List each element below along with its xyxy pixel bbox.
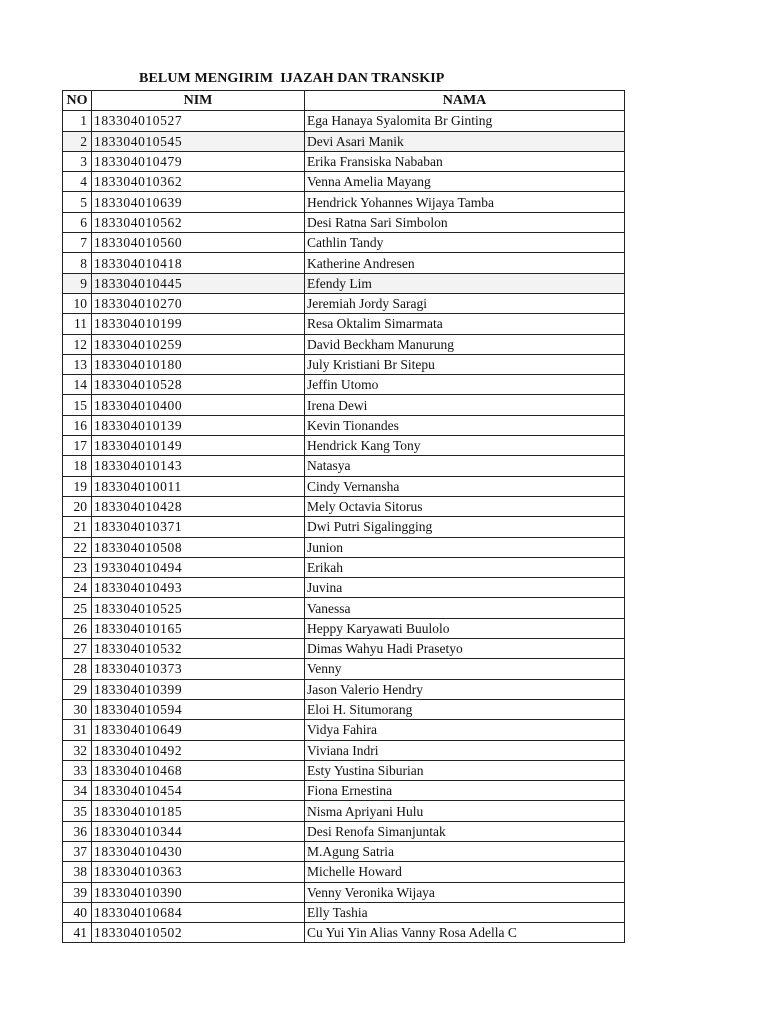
row-nama: Erikah [305,557,625,577]
row-number: 41 [63,923,92,943]
row-number: 1 [63,111,92,131]
table-row [63,273,625,293]
table-header-row [63,91,625,111]
table-row [63,111,625,131]
row-nim: 183304010259 [92,334,305,354]
row-number: 8 [63,253,92,273]
document-title: BELUM MENGIRIM IJAZAH DAN TRANSKIP [139,71,445,86]
row-nama: Dwi Putri Sigalingging [305,517,625,537]
table-row [63,720,625,740]
row-nim: 183304010373 [92,659,305,679]
row-number: 10 [63,293,92,313]
row-nama: Hendrick Yohannes Wijaya Tamba [305,192,625,212]
row-nim: 183304010428 [92,496,305,516]
row-nama: Junion [305,537,625,557]
row-number: 24 [63,578,92,598]
row-nim: 183304010362 [92,172,305,192]
table-row [63,496,625,516]
row-nim: 183304010560 [92,233,305,253]
row-nim: 183304010492 [92,740,305,760]
row-number: 27 [63,639,92,659]
table-row [63,334,625,354]
row-number: 15 [63,395,92,415]
row-number: 5 [63,192,92,212]
row-nama: Jeffin Utomo [305,375,625,395]
row-number: 38 [63,862,92,882]
row-nim: 183304010270 [92,293,305,313]
row-nim: 183304010399 [92,679,305,699]
row-nama: Venna Amelia Mayang [305,172,625,192]
row-nama: Vanessa [305,598,625,618]
row-nim: 183304010418 [92,253,305,273]
row-nim: 183304010011 [92,476,305,496]
row-number: 30 [63,699,92,719]
table-row [63,821,625,841]
row-number: 25 [63,598,92,618]
row-nama: Desi Renofa Simanjuntak [305,821,625,841]
row-number: 26 [63,618,92,638]
column-header-no: NO [63,91,92,111]
column-header-nama: NAMA [305,91,625,111]
row-number: 23 [63,557,92,577]
row-nama: Mely Octavia Sitorus [305,496,625,516]
row-number: 13 [63,354,92,374]
row-nim: 183304010445 [92,273,305,293]
table-row [63,212,625,232]
row-nim: 183304010528 [92,375,305,395]
table-row [63,537,625,557]
row-nim: 183304010139 [92,415,305,435]
row-number: 22 [63,537,92,557]
row-nim: 183304010390 [92,882,305,902]
table-row [63,172,625,192]
row-nama: Resa Oktalim Simarmata [305,314,625,334]
row-nim: 183304010493 [92,578,305,598]
student-table [62,90,625,943]
table-row [63,882,625,902]
row-nim: 183304010649 [92,720,305,740]
row-nim: 183304010684 [92,902,305,922]
row-nama: Nisma Apriyani Hulu [305,801,625,821]
row-nama: Kevin Tionandes [305,415,625,435]
table-row [63,314,625,334]
row-number: 19 [63,476,92,496]
row-nama: Katherine Andresen [305,253,625,273]
row-nim: 183304010430 [92,841,305,861]
table-row [63,618,625,638]
row-number: 40 [63,902,92,922]
table-row [63,253,625,273]
table-row [63,436,625,456]
row-nama: Esty Yustina Siburian [305,760,625,780]
table-row [63,151,625,171]
table-row [63,659,625,679]
row-nama: Elly Tashia [305,902,625,922]
row-nim: 183304010344 [92,821,305,841]
row-nama: Dimas Wahyu Hadi Prasetyo [305,639,625,659]
row-nama: Venny Veronika Wijaya [305,882,625,902]
row-number: 3 [63,151,92,171]
table-row [63,740,625,760]
row-number: 28 [63,659,92,679]
row-nama: Viviana Indri [305,740,625,760]
row-number: 18 [63,456,92,476]
row-nim: 183304010508 [92,537,305,557]
row-number: 21 [63,517,92,537]
row-nama: Jeremiah Jordy Saragi [305,293,625,313]
row-nama: Cindy Vernansha [305,476,625,496]
row-nim: 183304010525 [92,598,305,618]
row-nim: 183304010639 [92,192,305,212]
row-nama: Michelle Howard [305,862,625,882]
row-nim: 183304010502 [92,923,305,943]
table-row [63,699,625,719]
table-row [63,578,625,598]
row-nama: Eloi H. Situmorang [305,699,625,719]
row-nama: Efendy Lim [305,273,625,293]
table-row [63,131,625,151]
row-number: 32 [63,740,92,760]
row-number: 7 [63,233,92,253]
table-body [63,111,625,943]
table-row [63,862,625,882]
column-header-nim: NIM [92,91,305,111]
row-nama: Fiona Ernestina [305,781,625,801]
row-nama: Jason Valerio Hendry [305,679,625,699]
table-row [63,801,625,821]
table-row [63,354,625,374]
row-nim: 183304010594 [92,699,305,719]
table-row [63,781,625,801]
table-row [63,517,625,537]
row-nama: Cu Yui Yin Alias Vanny Rosa Adella C [305,923,625,943]
row-nim: 183304010165 [92,618,305,638]
row-nama: M.Agung Satria [305,841,625,861]
row-nim: 183304010371 [92,517,305,537]
row-number: 16 [63,415,92,435]
table-row [63,395,625,415]
row-number: 2 [63,131,92,151]
row-number: 34 [63,781,92,801]
row-nim: 183304010479 [92,151,305,171]
row-number: 36 [63,821,92,841]
table-row [63,192,625,212]
row-number: 4 [63,172,92,192]
row-number: 11 [63,314,92,334]
row-nama: Hendrick Kang Tony [305,436,625,456]
row-number: 17 [63,436,92,456]
row-number: 6 [63,212,92,232]
row-nama: David Beckham Manurung [305,334,625,354]
table-row [63,456,625,476]
row-nama: Juvina [305,578,625,598]
row-nim: 193304010494 [92,557,305,577]
table-row [63,598,625,618]
row-nama: Cathlin Tandy [305,233,625,253]
row-number: 9 [63,273,92,293]
row-nim: 183304010180 [92,354,305,374]
row-nim: 183304010562 [92,212,305,232]
row-nim: 183304010363 [92,862,305,882]
row-nim: 183304010454 [92,781,305,801]
row-nama: July Kristiani Br Sitepu [305,354,625,374]
row-nama: Ega Hanaya Syalomita Br Ginting [305,111,625,131]
row-number: 39 [63,882,92,902]
table-row [63,293,625,313]
row-nim: 183304010527 [92,111,305,131]
row-nim: 183304010400 [92,395,305,415]
table-row [63,679,625,699]
row-nama: Devi Asari Manik [305,131,625,151]
row-nim: 183304010532 [92,639,305,659]
table-row [63,902,625,922]
row-nim: 183304010545 [92,131,305,151]
row-nama: Venny [305,659,625,679]
row-number: 20 [63,496,92,516]
table-row [63,760,625,780]
row-nama: Erika Fransiska Nababan [305,151,625,171]
table-row [63,639,625,659]
row-nama: Irena Dewi [305,395,625,415]
table-row [63,233,625,253]
row-number: 12 [63,334,92,354]
table-row [63,375,625,395]
row-number: 14 [63,375,92,395]
table-row [63,476,625,496]
row-number: 31 [63,720,92,740]
row-number: 29 [63,679,92,699]
table-row [63,923,625,943]
row-nama: Vidya Fahira [305,720,625,740]
row-nim: 183304010199 [92,314,305,334]
row-nim: 183304010468 [92,760,305,780]
table-row [63,841,625,861]
row-nim: 183304010143 [92,456,305,476]
table-row [63,415,625,435]
row-number: 33 [63,760,92,780]
row-number: 35 [63,801,92,821]
row-nim: 183304010149 [92,436,305,456]
row-nama: Natasya [305,456,625,476]
table-row [63,557,625,577]
row-nama: Heppy Karyawati Buulolo [305,618,625,638]
row-nama: Desi Ratna Sari Simbolon [305,212,625,232]
row-number: 37 [63,841,92,861]
row-nim: 183304010185 [92,801,305,821]
